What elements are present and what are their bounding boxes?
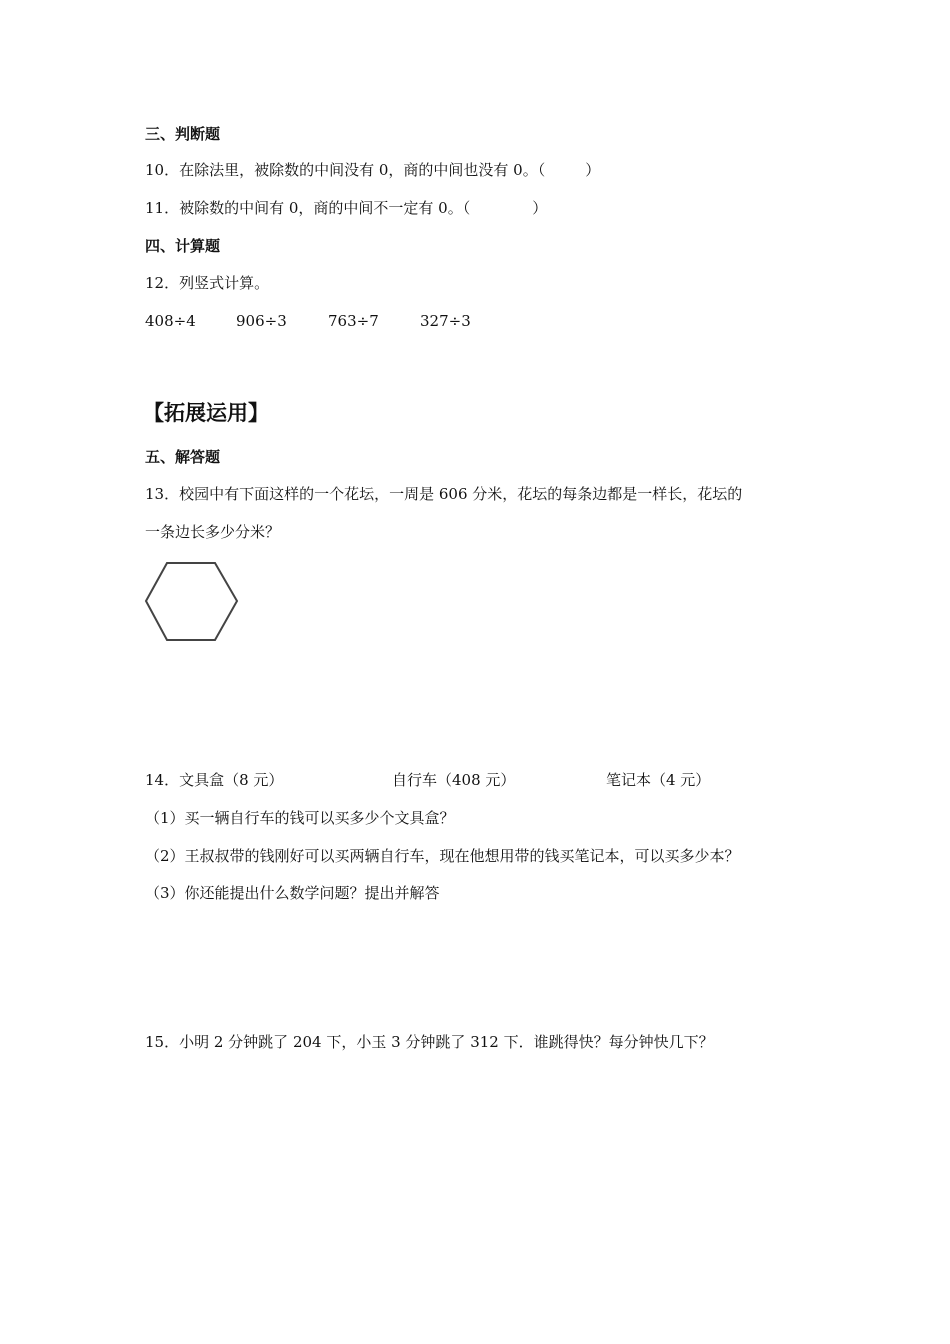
question-13-line-1 [145,487,742,502]
question-12-number: 12． [145,274,180,292]
question-13-number: 13． [145,485,180,503]
question-13-line-2: 一条边长多少分米？ [145,523,281,541]
question-11-text: 被除数的中间有 0，商的中间不一定有 0。（ [179,199,471,217]
item-notebook: 笔记本（4 元） [606,771,711,789]
expression-4: 327÷3 [420,312,471,330]
question-14-sub-1: （1）买一辆自行车的钱可以买多少个文具盒？ [145,809,455,827]
item-pencil-box: 文具盒（8 元） [179,771,284,789]
item-bicycle: 自行车（408 元） [392,771,516,789]
question-14-header [145,773,283,788]
question-11-close: ） [532,199,548,217]
question-14-number: 14． [145,771,180,789]
question-10-number: 10． [145,161,180,179]
expression-3: 763÷7 [328,312,379,330]
expression-2: 906÷3 [236,312,287,330]
section-5-title: 五、解答题 [145,448,221,466]
question-15 [145,1035,714,1050]
question-10-close: ） [585,161,601,179]
question-13-text: 校园中有下面这样的一个花坛，一周是 606 分米，花坛的每条边都是一样长，花坛的 [179,485,743,503]
question-15-text: 小明 2 分钟跳了 204 下，小玉 3 分钟跳了 312 下．谁跳得快？每分钟快几下？ [179,1033,714,1051]
section-3-title: 三、判断题 [145,125,221,143]
extension-title: 【拓展运用】 [143,401,269,425]
hexagon-shape [146,563,237,640]
question-10-text: 在除法里，被除数的中间没有 0，商的中间也没有 0。（ [179,161,546,179]
question-12 [145,276,269,291]
question-12-text: 列竖式计算。 [179,274,270,292]
question-11 [145,201,547,216]
question-14-sub-2: （2）王叔叔带的钱刚好可以买两辆自行车，现在他想用带的钱买笔记本，可以买多少本？ [145,847,740,865]
expression-1: 408÷4 [145,312,196,330]
question-11-number: 11． [145,199,180,217]
question-15-number: 15． [145,1033,180,1051]
question-10 [145,163,600,178]
section-4-title: 四、计算题 [145,237,221,255]
question-14-sub-3: （3）你还能提出什么数学问题？提出并解答 [145,884,440,902]
hexagon-flowerbed-figure [144,560,240,644]
